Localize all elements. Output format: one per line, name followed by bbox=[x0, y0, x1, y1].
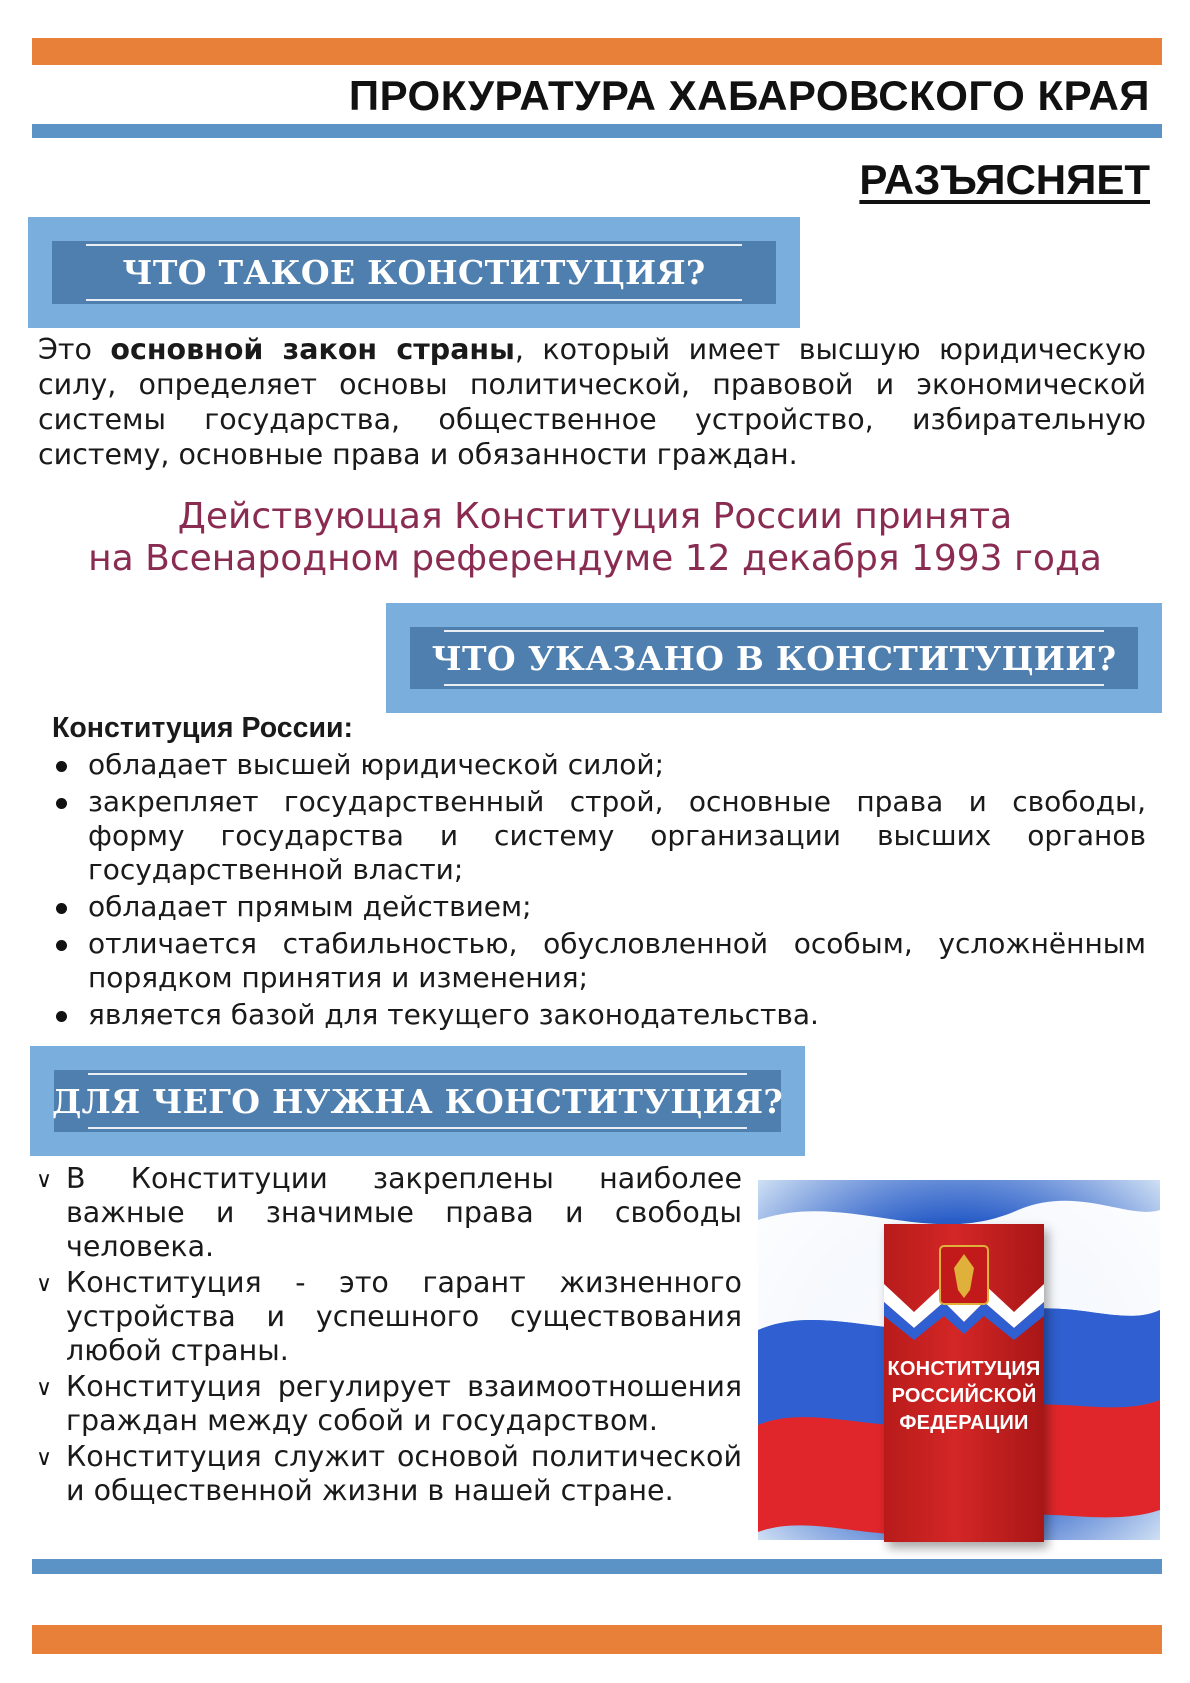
highlight-line-1: Действующая Конституция России принята bbox=[177, 496, 1013, 537]
highlight-line-2: на Всенародном референдуме 12 декабря 1993 года bbox=[88, 538, 1102, 579]
check-icon: ∨ bbox=[36, 1168, 53, 1193]
section1-heading: ЧТО ТАКОЕ КОНСТИТУЦИЯ? bbox=[122, 253, 706, 292]
list-item: ∨ Конституция служит основой политической и общественной жизни в нашей стране. bbox=[36, 1440, 742, 1507]
list-item: закрепляет государственный строй, основные права и свободы, форму государства и систему организации высших органов государственной власти; bbox=[52, 785, 1146, 887]
section3-heading: ДЛЯ ЧЕГО НУЖНА КОНСТИТУЦИЯ? bbox=[51, 1081, 784, 1121]
top-blue-bar bbox=[32, 124, 1162, 138]
definition-paragraph: Это основной закон страны, который имеет высшую юридическую силу, определяет основы политической, правовой и экономической системы государства, общественное устройство, избирательную систему, основные права и обязанности граждан. bbox=[38, 333, 1146, 471]
constitution-properties-list bbox=[52, 748, 1146, 1035]
organization-title: ПРОКУРАТУРА ХАБАРОВСКОГО КРАЯ bbox=[348, 72, 1150, 119]
check-icon: ∨ bbox=[36, 1376, 53, 1401]
book-title: КОНСТИТУЦИЯ РОССИЙСКОЙ ФЕДЕРАЦИИ bbox=[887, 1358, 1041, 1434]
list-title: Конституция России: bbox=[52, 712, 354, 744]
section2-heading: ЧТО УКАЗАНО В КОНСТИТУЦИИ? bbox=[431, 638, 1117, 678]
list-item: обладает прямым действием; bbox=[52, 890, 1146, 924]
bottom-orange-bar bbox=[32, 1625, 1162, 1654]
bottom-blue-bar bbox=[32, 1559, 1162, 1574]
section2-header bbox=[386, 603, 1162, 713]
top-orange-bar bbox=[32, 38, 1162, 65]
book-decoration-icon bbox=[884, 1224, 1044, 1344]
list-item: ∨ В Конституции закреплены наиболее важные и значимые права и свободы человека. bbox=[36, 1162, 742, 1263]
adoption-highlight bbox=[0, 496, 1190, 580]
list-item: обладает высшей юридической силой; bbox=[52, 748, 1146, 782]
organization-subtitle: РАЗЪЯСНЯЕТ bbox=[859, 156, 1150, 203]
purpose-list bbox=[36, 1162, 742, 1510]
list-item: ∨ Конституция регулирует взаимоотношения граждан между собой и государством. bbox=[36, 1370, 742, 1437]
section1-header bbox=[28, 217, 800, 328]
list-item: является базой для текущего законодательства. bbox=[52, 998, 1146, 1032]
list-item: отличается стабильностью, обусловленной особым, усложнённым порядком принятия и изменения; bbox=[52, 927, 1146, 995]
constitution-book bbox=[884, 1224, 1044, 1542]
check-icon: ∨ bbox=[36, 1446, 53, 1471]
check-icon: ∨ bbox=[36, 1272, 53, 1297]
list-item: ∨ Конституция - это гарант жизненного устройства и успешного существования любой страны. bbox=[36, 1266, 742, 1367]
definition-bold: основной закон страны bbox=[110, 333, 515, 366]
section3-header bbox=[30, 1046, 805, 1156]
